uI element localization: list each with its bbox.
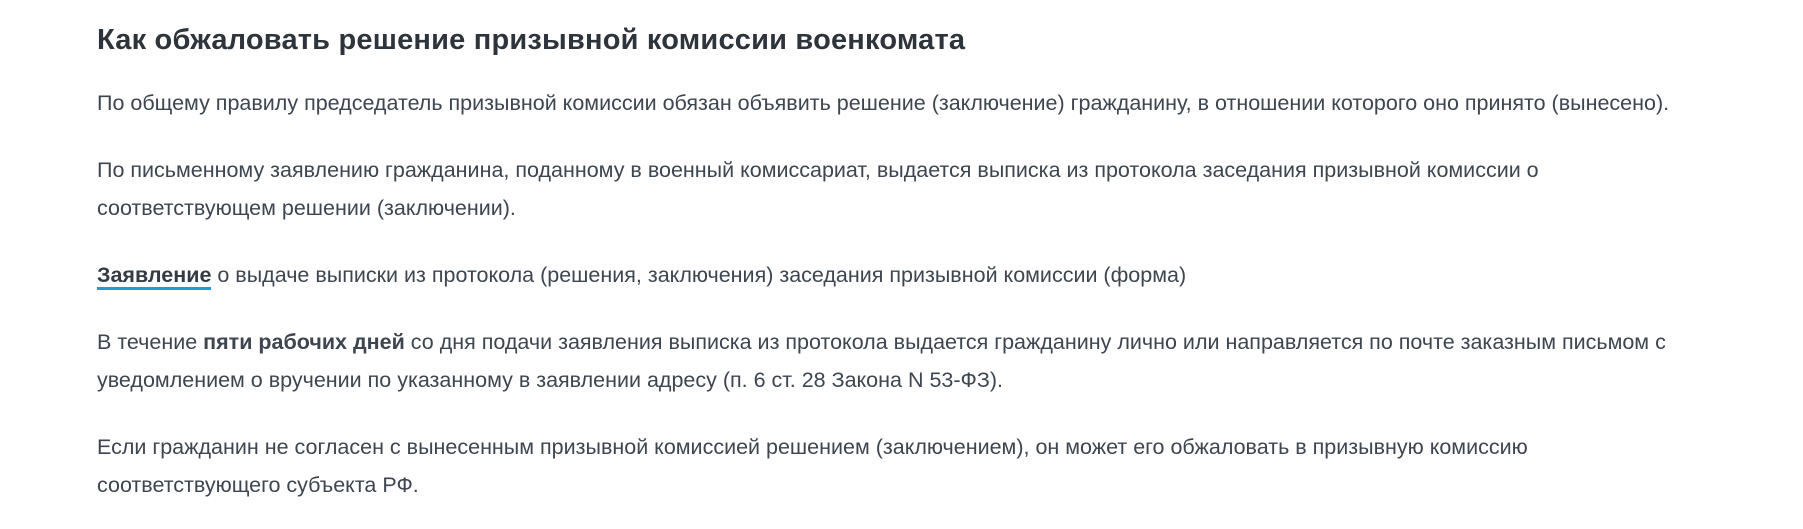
page-title: Как обжаловать решение призывной комиссии военкомата	[97, 24, 966, 56]
paragraph-appeal	[97, 428, 1700, 504]
paragraph-application-form-text: о выдаче выписки из протокола (решения, заключения) заседания призывной комиссии (форма)	[211, 263, 1187, 288]
paragraph-general-rule	[97, 84, 1700, 122]
five-working-days-emphasis: пяти рабочих дней	[203, 330, 405, 355]
paragraph-general-rule-text: По общему правилу председатель призывной комиссии обязан объявить решение (заключение) гражданину, в отношении которого оно принято (вынесено).	[97, 91, 1670, 116]
paragraph-five-days	[97, 323, 1700, 399]
paragraph-written-request-text: По письменному заявлению гражданина, поданному в военный комиссариат, выдается выписка из протокола заседания призывной комиссии о соответствующем решении (заключении).	[97, 158, 1539, 221]
paragraph-five-days-rest: со дня подачи заявления выписка из протокола выдается гражданину лично или направляется по почте заказным письмом с уведомлением о вручении по указанному в заявлении адресу (п. 6 ст. 28 Закона N 53-ФЗ).	[97, 330, 1666, 393]
paragraph-appeal-text: Если гражданин не согласен с вынесенным призывной комиссией решением (заключением), он может его обжаловать в призывную комиссию соответствующего субъекта РФ.	[97, 435, 1528, 498]
application-form-link[interactable]: Заявление	[97, 263, 211, 290]
paragraph-written-request	[97, 151, 1700, 227]
paragraph-five-days-start: В течение	[97, 330, 204, 355]
paragraph-application-form	[97, 256, 1700, 294]
